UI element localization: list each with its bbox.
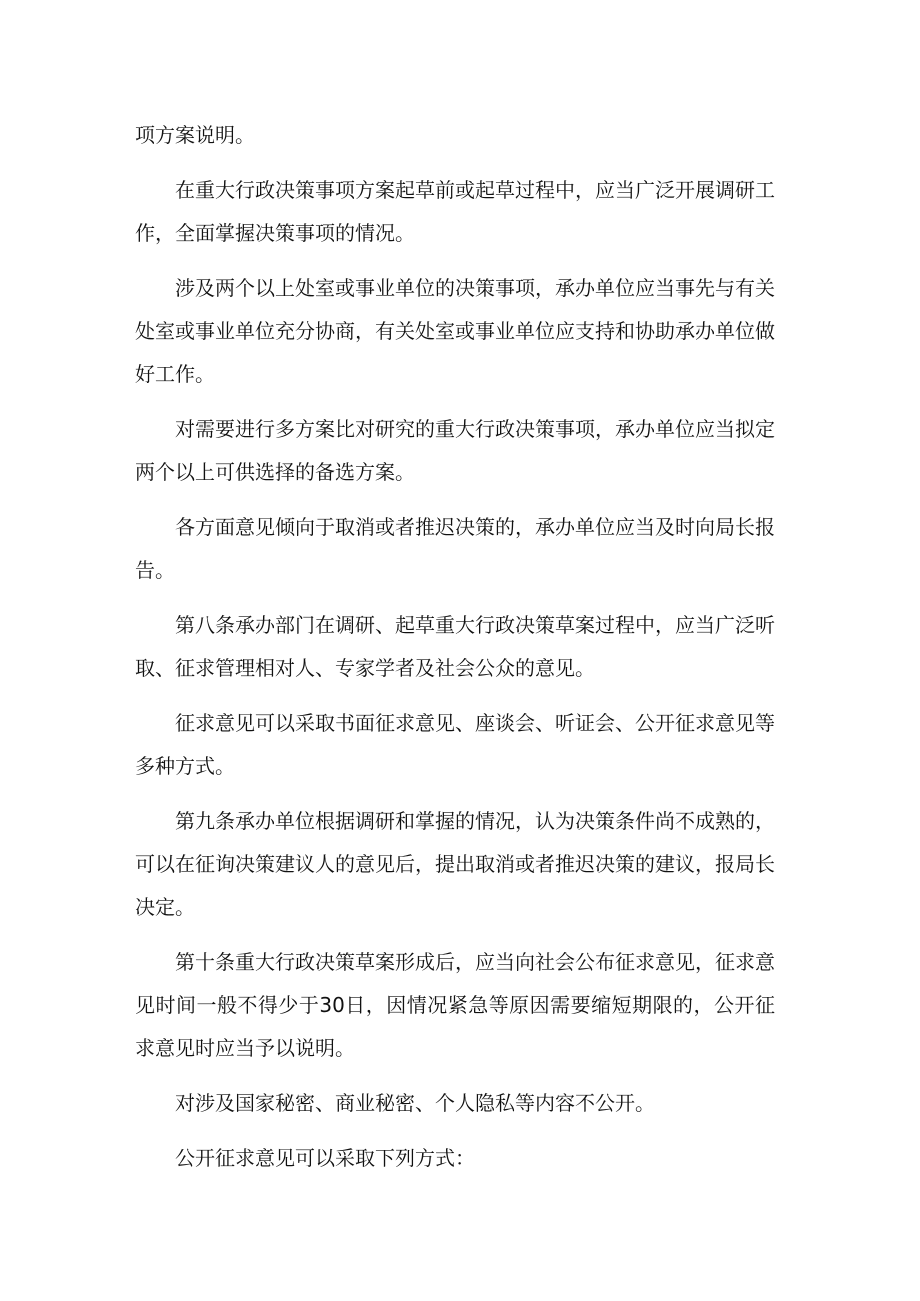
paragraph: 对涉及国家秘密、商业秘密、个人隐私等内容不公开。 xyxy=(175,1091,655,1115)
paragraph: 在重大行政决策事项方案起草前或起草过程中，应当广泛开展调研工作，全面掌握决策事项的情况。 xyxy=(135,178,775,245)
paragraph-article-10: 第十条重大行政决策草案形成后，应当向社会公布征求意见，征求意见时间一般不得少于30日，因情况紧急等原因需要缩短期限的，公开征求意见时应当予以说明。 xyxy=(135,950,775,1060)
paragraph-continued: 项方案说明。 xyxy=(135,123,255,147)
paragraph: 公开征求意见可以采取下列方式： xyxy=(175,1146,475,1170)
paragraph: 各方面意见倾向于取消或者推迟决策的，承办单位应当及时向局长报告。 xyxy=(135,515,775,582)
paragraph: 涉及两个以上处室或事业单位的决策事项，承办单位应当事先与有关处室或事业单位充分协商，有关处室或事业单位应支持和协助承办单位做好工作。 xyxy=(135,276,775,386)
paragraph: 对需要进行多方案比对研究的重大行政决策事项，承办单位应当拟定两个以上可供选择的备选方案。 xyxy=(135,417,775,484)
document-body xyxy=(135,114,775,1192)
paragraph-article-9: 第九条承办单位根据调研和掌握的情况，认为决策条件尚不成熟的，可以在征询决策建议人的意见后，提出取消或者推迟决策的建议，报局长决定。 xyxy=(135,809,775,919)
paragraph: 征求意见可以采取书面征求意见、座谈会、听证会、公开征求意见等多种方式。 xyxy=(135,711,775,778)
paragraph-article-8: 第八条承办部门在调研、起草重大行政决策草案过程中，应当广泛听取、征求管理相对人、专家学者及社会公众的意见。 xyxy=(135,613,775,680)
